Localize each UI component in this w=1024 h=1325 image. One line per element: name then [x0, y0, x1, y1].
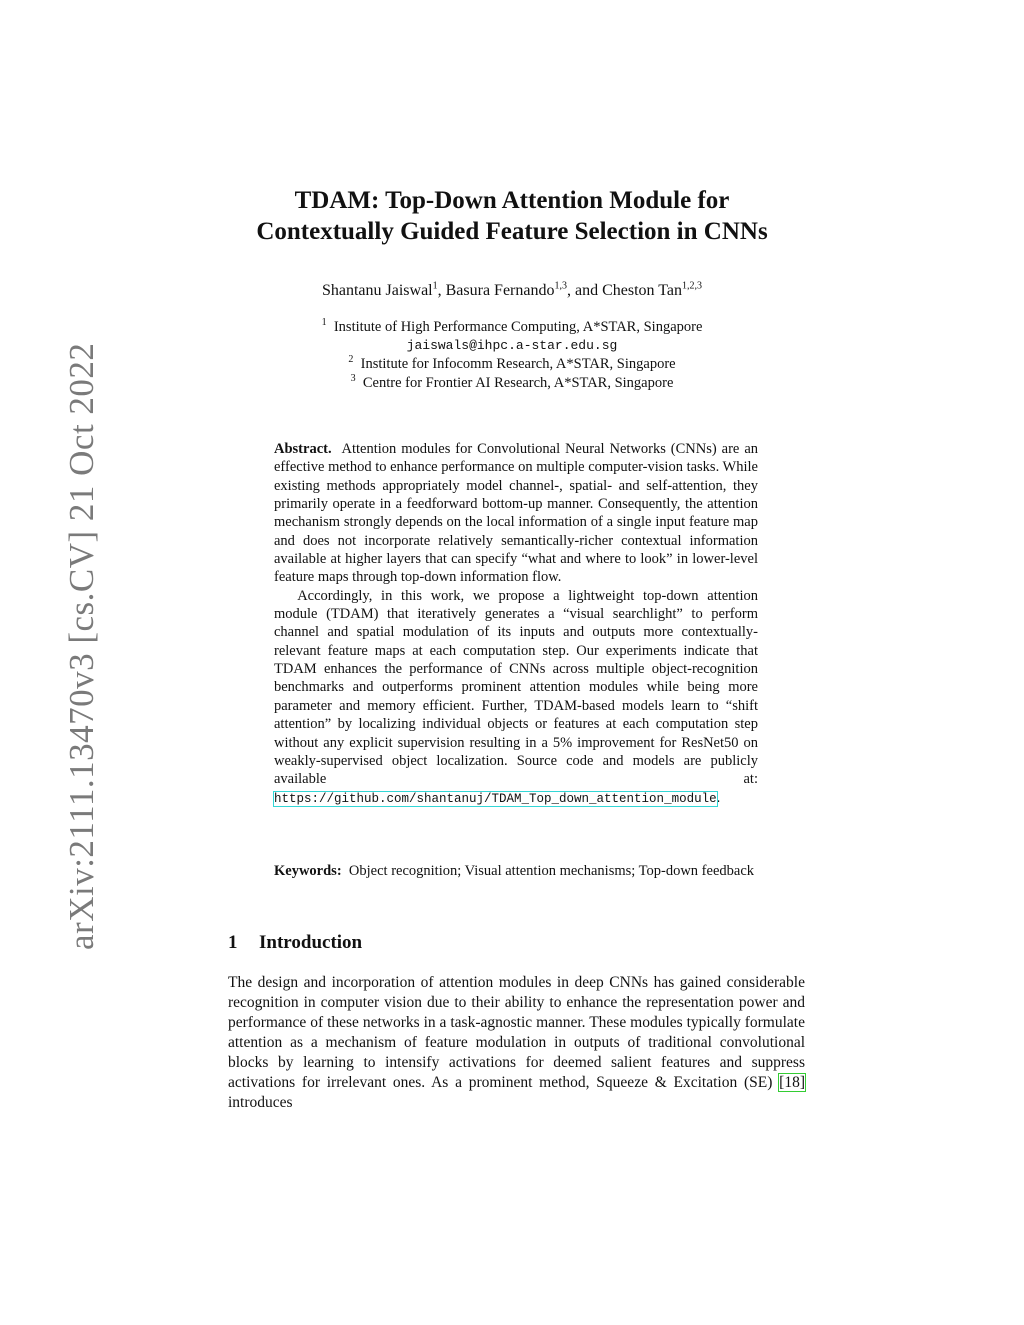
introduction-body: [228, 973, 805, 1113]
affiliation-1: [0, 318, 1024, 337]
citation-link[interactable]: [18]: [779, 1074, 805, 1091]
author-3-name: Cheston Tan: [602, 282, 683, 299]
affiliation-2: [0, 355, 1024, 374]
author-separator: ,: [437, 282, 446, 299]
author-2-affiliation-mark: 1,3: [554, 280, 567, 292]
section-heading-introduction: [228, 932, 362, 954]
abstract: [274, 440, 758, 808]
section-title: Introduction: [259, 932, 363, 953]
affiliation-3-text: Centre for Frontier AI Research, A*STAR, Singapore: [362, 374, 674, 391]
affiliation-2-number: 2: [348, 354, 354, 366]
author-2-name: Basura Fernando: [445, 282, 555, 299]
author-list: [0, 282, 1024, 300]
abstract-text-2: Accordingly, in this work, we propose a lightweight top-down attention module (TDAM) that iteratively generates a “visual searchlight” to perform channel and spatial modulation of its inputs and outputs more contextually-relevant feature maps at each computation step. Our experiments indicate that TDAM enhances the performance of CNNs across multiple object-recognition benchmarks and outperforms prominent attention modules while being more parameter and memory efficient. Further, TDAM-based models learn to “shift attention” by localizing individual objects or features at each computation step without any explicit supervision resulting in a 5% improvement for ResNet50 on weakly-supervised object localization. Source code and models are publicly available at:: [274, 587, 758, 788]
abstract-text-1: Attention modules for Convolutional Neural Networks (CNNs) are an effective method to enhance performance on multiple computer-vision tasks. While existing methods appropriately model channel-, spatial- and self-attention, they primarily operate in a feedforward bottom-up manner. Consequently, the attention mechanism strongly depends on the local information of a single input feature map and does not incorporate relatively semantically-richer contextual information available at higher layers that can specify “what and where to look” in lower-level feature maps through top-down information flow.: [274, 441, 759, 586]
title-line-1: TDAM: Top-Down Attention Module for: [294, 187, 730, 214]
introduction-paragraph: [228, 973, 805, 1113]
keywords-text: Object recognition; Visual attention mechanisms; Top-down feedback: [348, 863, 755, 879]
arxiv-identifier-stamp: arXiv:2111.13470v3 [cs.CV] 21 Oct 2022: [62, 342, 101, 950]
affiliations: [0, 318, 1024, 392]
abstract-paragraph-1: [274, 440, 758, 587]
corresponding-email: jaiswals@ihpc.a-star.edu.sg: [406, 337, 618, 353]
author-1-affiliation-mark: 1: [432, 280, 438, 292]
body-text-part-1: The design and incorporation of attention modules in deep CNNs has gained considerable recognition in computer vision due to their ability to enhance the representation power and performance of these networks in a task-agnostic manner. These modules typically formulate attention as a mechanism of feature modulation in outputs of traditional convolutional blocks by learning to intensify activations for deemed salient features and suppress activations for irrelevant ones. As a prominent method, Squeeze & Excitation (SE): [228, 974, 805, 1091]
abstract-label: Abstract.: [274, 441, 332, 457]
author-1-name: Shantanu Jaiswal: [321, 282, 433, 299]
keywords-label: Keywords:: [274, 863, 342, 879]
affiliation-1-number: 1: [321, 317, 327, 329]
title-line-2: Contextually Guided Feature Selection in CNNs: [256, 218, 768, 245]
keywords: [274, 862, 758, 880]
body-text-part-2: introduces: [228, 1094, 293, 1111]
affiliation-3-number: 3: [350, 372, 356, 384]
affiliation-1-text: Institute of High Performance Computing, A*STAR, Singapore: [333, 319, 703, 335]
source-code-link[interactable]: https://github.com/shantanuj/TDAM_Top_down_attention_module: [274, 791, 717, 806]
paper-title: [0, 185, 1024, 247]
author-separator: , and: [566, 282, 603, 299]
abstract-paragraph-2: [274, 587, 758, 808]
section-number: 1: [228, 932, 238, 953]
author-3-affiliation-mark: 1,2,3: [682, 280, 703, 292]
affiliation-3: [0, 374, 1024, 393]
affiliation-2-text: Institute for Infocomm Research, A*STAR, Singapore: [360, 356, 676, 372]
abstract-end-punctuation: .: [716, 789, 721, 806]
